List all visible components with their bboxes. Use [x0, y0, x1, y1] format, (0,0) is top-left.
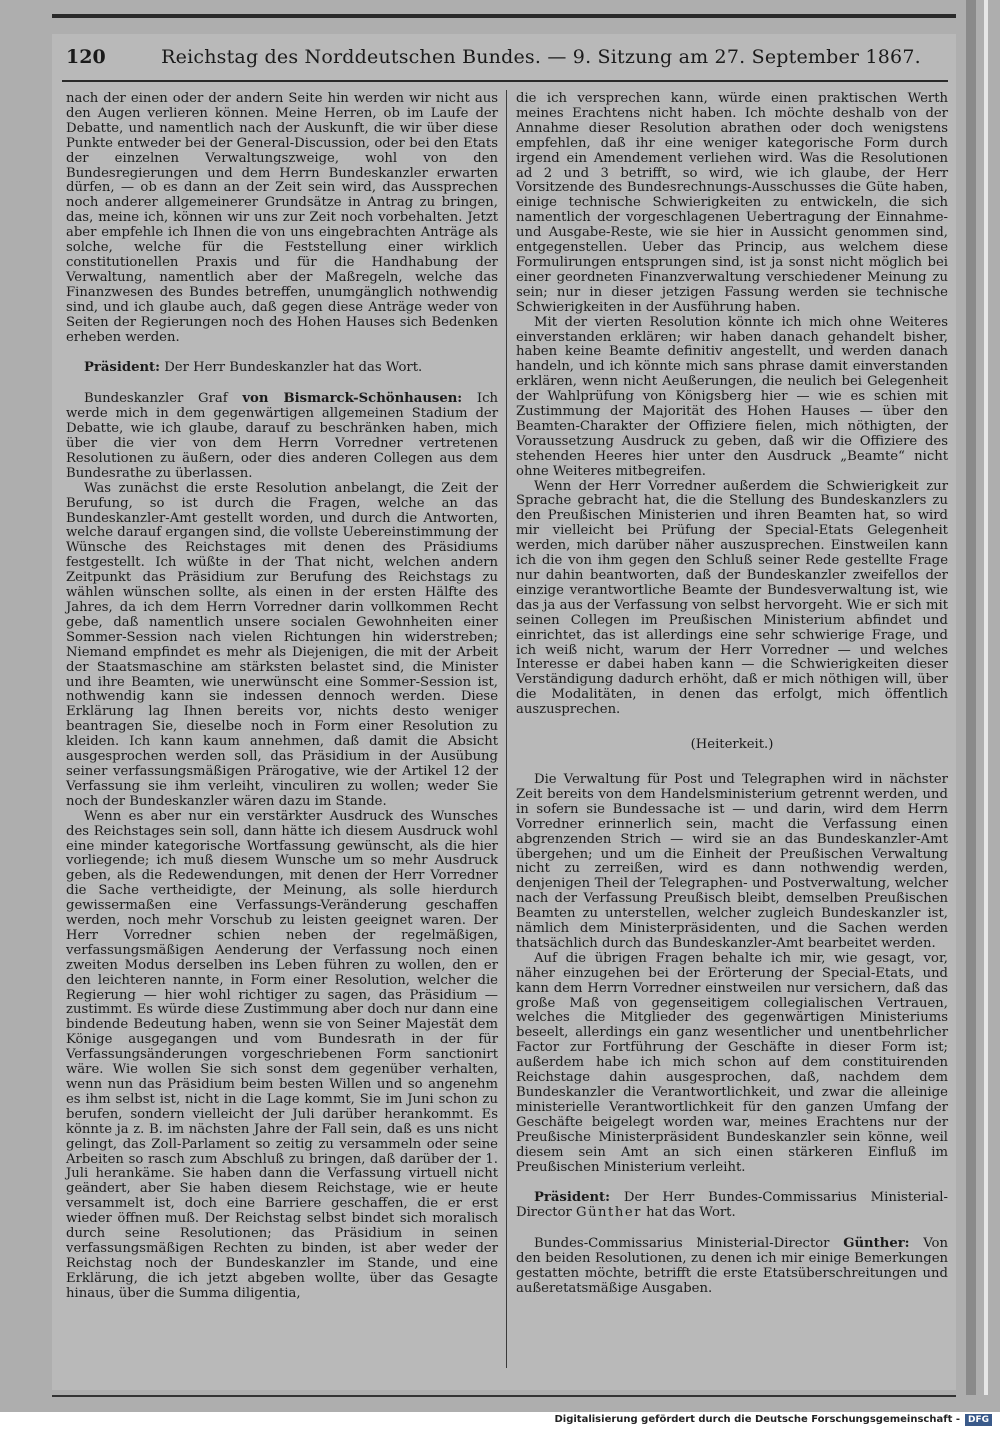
paragraph: Mit der vierten Resolution könnte ich mich ohne Weiteres einverstanden erklären; wir haben danach gehandelt bisher, haben keine Beamte definitiv angestellt, und werden danach handeln, und ich könnte mich sans phrase damit einverstanden erklären, wenn nicht Aeußerungen, die neulich bei Gelegenheit der Wahlprüfung von Königsberg hier — wie es schien mit Zustimmung der Majorität des Hohen Hauses — über den Beamten-Charakter der Offiziere fielen, mich nöthigten, der Voraussetzung Ausdruck zu geben, daß wir die Offiziere des stehenden Heeres hier unter den Ausdruck „Beamte“ nicht ohne Weiteres mitbegreifen.	[516, 314, 948, 479]
paragraph: Auf die übrigen Fragen behalte ich mir, wie gesagt, vor, näher einzugehen bei der Erörterung der Special-Etats, und kann dem Herrn Vorredner einstweilen nur versichern, daß das große Maß von gegenseitigem collegialischen Vertrauen, welches die Mitglieder des gegenwärtigen Ministeriums beseelt, allerdings ein ganz wesentlicher und unentbehrlicher Factor zur Fortführung der Geschäfte in dieser Form ist; außerdem habe ich mich schon auf dem constituirenden Reichstage dahin ausgesprochen, daß, nachdem dem Bundeskanzler die Verantwortlichkeit, und zwar die alleinige ministerielle Verantwortlichkeit für den ganzen Umfang der Geschäfte beigelegt worden war, meines Erachtens nur der Preußische Ministerpräsident Bundeskanzler sein könne, weil diesem sein Amt an sich einen stärkeren Einfluß im Preußischen Ministerium verleiht.	[516, 950, 948, 1175]
header-rule	[62, 80, 948, 82]
president-statement	[516, 1191, 948, 1221]
page-number: 120	[66, 46, 106, 68]
column-divider	[506, 90, 507, 1368]
speaker-intro: Bundes-Commissarius Ministerial-Director	[534, 1236, 830, 1252]
left-column	[66, 92, 498, 1302]
speaker-name: Günther:	[843, 1236, 910, 1252]
speaker-label: Präsident:	[534, 1190, 611, 1206]
speaker-label: Präsident:	[84, 360, 161, 376]
running-title: Reichstag des Norddeutschen Bundes. — 9. Sitzung am 27. September 1867.	[161, 46, 921, 68]
paragraph: Ich werde mich in dem gegenwärtigen allgemeinen Stadium der Debatte, wie ich glaube, darauf zu beschränken haben, mich über die vier von dem Herrn Vorredner vertretenen Resolutionen zu äußern, oder dies anderen Collegen aus dem Bundesrathe zu überlassen.	[66, 391, 499, 481]
right-column	[516, 92, 948, 1297]
footer-credit: Digitalisierung gefördert durch die Deutsche Forschungsgemeinschaft -	[554, 1414, 960, 1425]
paragraph: nach der einen oder der andern Seite hin werden wir nicht aus den Augen verlieren können. Meine Herren, ob im Laufe der Debatte, und namentlich nach der Auskunft, die wir über diese Punkte entweder bei der General-Discussion, oder bei den Etats der einzelnen Verwaltungszweige, wohl von den Bundesregierungen und dem Herrn Bundeskanzler erwarten dürfen, — ob es dann an der Zeit sein wird, das Aussprechen noch anderer allgemeinerer Grundsätze in Antrag zu bringen, das, meine ich, können wir uns zur Zeit noch vorbehalten. Jetzt aber empfehle ich Ihnen die von uns eingebrachten Anträge als solche, welche für die Feststellung einer wirklich constitutionellen Praxis und für die Handhabung der Verwaltung, namentlich aber der Maßregeln, welche das Finanzwesen des Bundes betreffen, unumgänglich nothwendig sind, und ich glaube auch, daß gegen diese Anträge weder von Seiten der Regierungen noch des Hohen Hauses sich Bedenken erheben werden.	[66, 91, 498, 345]
speaker-line	[516, 1237, 948, 1297]
statement-text: hat das Wort.	[646, 1205, 736, 1221]
right-page-edge	[966, 0, 976, 1395]
page-header	[66, 46, 946, 76]
speaker-name: von Bismarck-Schönhausen:	[242, 391, 463, 407]
interjection: (Heiterkeit.)	[690, 737, 774, 753]
top-border-rule	[52, 14, 956, 18]
right-page-edge-highlight	[984, 0, 988, 1395]
speaker-name: Günther	[576, 1205, 642, 1221]
dfg-logo: DFG	[965, 1414, 992, 1426]
speaker-line	[66, 392, 498, 481]
paragraph: die ich versprechen kann, würde einen praktischen Werth meines Erachtens nicht haben. Ich möchte deshalb von der Annahme dieser Resolution abrathen oder doch wenigstens empfehlen, daß ihr eine weniger kategorische Form durch irgend ein Amendement verliehen wird. Was die Resolutionen ad 2 und 3 betrifft, so wird, wie ich glaube, der Herr Vorsitzende des Bundesrechnungs-Ausschusses die Güte haben, einige technische Schwierigkeiten zu entwickeln, die sich namentlich der vorgeschlagenen Uebertragung der Einnahme- und Ausgabe-Reste, wie sie hier in Aussicht genommen sind, entgegenstellen. Ueber das Princip, aus welchem diese Formulirungen entsprungen sind, ist ja sonst nicht möglich bei einer geordneten Finanzverwaltung verschiedener Meinung zu sein; nur in dieser jetzigen Fassung werden sie technische Schwierigkeiten in der Ausführung haben.	[516, 91, 948, 315]
paragraph: Von den beiden Resolutionen, zu denen ich mir einige Bemerkungen gestatten möchte, betrifft die erste Etatsüberschreitungen und außeretatsmäßige Ausgaben.	[516, 1236, 948, 1296]
bottom-rule	[52, 1395, 956, 1397]
statement-text: Der Herr Bundes-Commissarius Ministerial-Director	[516, 1190, 948, 1221]
speaker-intro: Bundeskanzler Graf	[84, 391, 228, 407]
paragraph: Die Verwaltung für Post und Telegraphen wird in nächster Zeit bereits von dem Handelsministerium getrennt werden, und in sofern sie Bundessache ist — und darin, wird dem Herrn Vorredner erinnerlich sein, macht die Verfassung einen abgrenzenden Strich — wird sie an das Bundeskanzler-Amt übergehen; und um die Einheit der Preußischen Verwaltung nicht zu zerreißen, wird es dann nothwendig werden, denjenigen Theil der Telegraphen- und Postverwaltung, welcher nach der Verfassung Preußisch bleibt, demselben Preußischen Beamten zu unterstellen, welcher zugleich Bundeskanzler ist, nämlich dem Ministerpräsidenten, und die Sachen werden thatsächlich durch das Bundeskanzler-Amt bearbeitet werden.	[516, 771, 948, 951]
paragraph: Wenn es aber nur ein verstärkter Ausdruck des Wunsches des Reichstages sein soll, dann hätte ich diesem Ausdruck wohl eine minder kategorische Wortfassung gewünscht, als die hier vorliegende; ich muß diesem Wunsche um so mehr Ausdruck geben, als die Redewendungen, mit denen der Herr Vorredner die Sache vertheidigte, der Meinung, als solle hierdurch gewissermaßen eine Verfassungs-Veränderung geschaffen werden, noch mehr Vorschub zu leisten geeignet waren. Der Herr Vorredner schien neben der regelmäßigen, verfassungsmäßigen Aenderung der Verfassung noch einen zweiten Modus derselben ins Leben führen zu wollen, den er den leichteren nannte, in Form einer Resolution, welcher die Regierung — hier wohl richtiger zu sagen, das Präsidium — zustimmt. Es würde diese Zustimmung aber doch nur dann eine bindende Bedeutung haben, wenn sie von Seiner Majestät dem Könige ausgegangen und vom Bundesrath in der für Verfassungsänderungen vorgeschriebenen Form sanctionirt wäre. Wie wollen Sie sich sonst dem gegenüber verhalten, wenn nun das Präsidium beim besten Willen und so angenehm es ihm selbst ist, nicht in die Lage kommt, Sie im Juni schon zu berufen, sondern vielleicht der Juli darüber herankommt. Es könnte ja z. B. im nächsten Jahre der Fall sein, daß es uns nicht gelingt, das Zoll-Parlament so zeitig zu versammeln oder seine Arbeiten so rasch zum Abschluß zu bringen, daß darüber der 1. Juli herankäme. Sie haben dann die Verfassung virtuell nicht geändert, aber Sie haben diesem Reichstage, wie er heute versammelt ist, doch eine Barriere geschaffen, die er erst wieder öffnen muß. Der Reichstag selbst bindet sich moralisch durch seine Resolutionen; das Präsidium in seinen verfassungsmäßigen Rechten zu binden, ist aber weder der Reichstag noch der Bundeskanzler im Stande, und eine Erklärung, die ich jetzt abgeben wollte, über das Gesagte hinaus, über die Summa diligentia,	[66, 808, 498, 1301]
statement-text: Der Herr Bundeskanzler hat das Wort.	[164, 360, 423, 376]
president-statement	[66, 361, 498, 376]
paragraph: Wenn der Herr Vorredner außerdem die Schwierigkeit zur Sprache gebracht hat, die die Stellung des Bundeskanzlers zu den Preußischen Ministerien und ihren Beamten hat, so wird mir vielleicht bei Prüfung der Special-Etats Gelegenheit werden, mich darüber näher auszusprechen. Einstweilen kann ich die von ihm gegen den Schluß seiner Rede gestellte Frage nur dahin beantworten, daß der Bundeskanzler zweifellos der einzige verantwortliche Beamte der Bundesverwaltung ist, wie das ja aus der Verfassung von selbst hervorgeht. Wie er sich mit seinen Collegen im Preußischen Ministerium abfindet und einrichtet, das ist allerdings eine sehr schwierige Frage, und ich weiß nicht, warum der Herr Vorredner — und welches Interesse er dabei haben kann — die Schwierigkeiten dieser Verständigung dadurch erhöht, daß er mich nöthigen will, über die Modalitäten, in denen das erfolgt, mich öffentlich auszusprechen.	[516, 478, 948, 718]
paragraph: Was zunächst die erste Resolution anbelangt, die Zeit der Berufung, so ist durch die Fragen, welche an das Bundeskanzler-Amt gestellt worden, und durch die Antworten, welche darauf ergangen sind, die vollste Uebereinstimmung der Wünsche des Reichstages mit denen des Präsidiums festgestellt. Ich wüßte in der That nicht, welchen andern Zeitpunkt das Präsidium zur Berufung des Reichstags zu wählen wünschen sollte, als einen in der ersten Hälfte des Jahres, da ich dem Herrn Vorredner darin vollkommen Recht gebe, daß namentlich unsere socialen Gewohnheiten einer Sommer-Session nach vielen Richtungen hin widerstreben; Niemand empfindet es mehr als Diejenigen, die mit der Arbeit der Staatsmaschine am stärksten belastet sind, die Minister und ihre Beamten, wie unerwünscht eine Sommer-Session ist, nothwendig kann sie indessen dennoch werden. Diese Erklärung lag Ihnen bereits vor, nichts desto weniger beantragen Sie, dieselbe noch in Form einer Resolution zu kleiden. Ich kann kaum annehmen, daß damit die Absicht ausgesprochen werden soll, das Präsidium in der Ausübung seiner verfassungsmäßigen Prärogative, wie der Artikel 12 der Verfassung sie ihm verleiht, vinculiren zu wollen; weder Sie noch der Bundeskanzler wären dazu im Stande.	[66, 480, 498, 809]
